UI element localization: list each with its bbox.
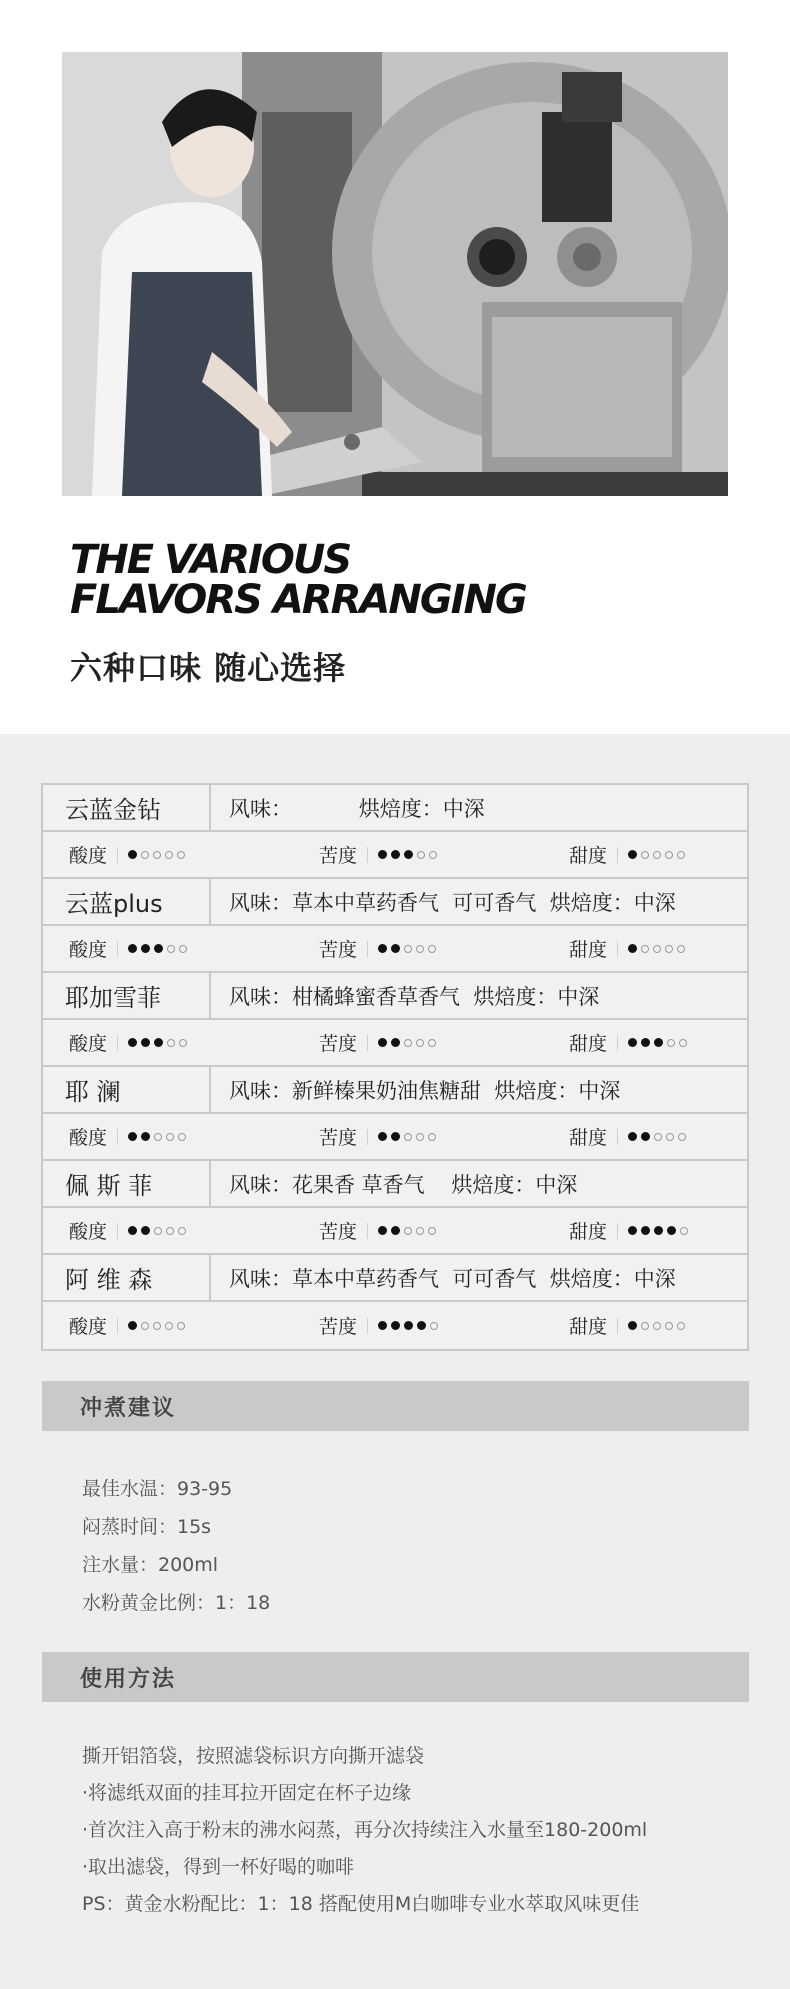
empty-dot-icon: [428, 945, 436, 953]
empty-dot-icon: [154, 1133, 162, 1141]
bitterness-rating: [319, 1302, 438, 1349]
taste-row: [43, 1302, 747, 1349]
empty-dot-icon: [416, 945, 424, 953]
filled-dot-icon: [141, 1132, 150, 1141]
empty-dot-icon: [665, 1322, 673, 1330]
taste-row: [43, 1020, 747, 1067]
empty-dot-icon: [404, 1133, 412, 1141]
empty-dot-icon: [641, 851, 649, 859]
filled-dot-icon: [141, 1038, 150, 1047]
empty-dot-icon: [665, 945, 673, 953]
empty-dot-icon: [416, 1039, 424, 1047]
divider: [117, 1129, 118, 1145]
empty-dot-icon: [167, 1039, 175, 1047]
filled-dot-icon: [667, 1226, 676, 1235]
filled-dot-icon: [628, 944, 637, 953]
filled-dot-icon: [128, 944, 137, 953]
divider: [367, 1223, 368, 1239]
filled-dot-icon: [654, 1226, 663, 1235]
empty-dot-icon: [653, 945, 661, 953]
usage-list: [82, 1738, 772, 1923]
filled-dot-icon: [628, 1132, 637, 1141]
rating-dots: [628, 1226, 688, 1235]
filled-dot-icon: [391, 850, 400, 859]
filled-dot-icon: [154, 944, 163, 953]
flavor-desc: 风味：柑橘蜂蜜香草香气 烘焙度：中深: [229, 984, 600, 1009]
empty-dot-icon: [678, 1133, 686, 1141]
acidity-label: 酸度: [69, 845, 108, 867]
flavor-name: 阿 维 森: [43, 1255, 211, 1300]
empty-dot-icon: [653, 1322, 661, 1330]
empty-dot-icon: [677, 1322, 685, 1330]
flavor-row: [43, 1255, 747, 1302]
filled-dot-icon: [628, 1038, 637, 1047]
filled-dot-icon: [141, 944, 150, 953]
empty-dot-icon: [141, 851, 149, 859]
sweetness-rating: [569, 926, 685, 971]
empty-dot-icon: [178, 1133, 186, 1141]
filled-dot-icon: [141, 1226, 150, 1235]
empty-dot-icon: [665, 851, 673, 859]
empty-dot-icon: [141, 1322, 149, 1330]
bitterness-label: 苦度: [319, 939, 358, 961]
filled-dot-icon: [654, 1038, 663, 1047]
rating-dots: [628, 1038, 687, 1047]
filled-dot-icon: [391, 944, 400, 953]
empty-dot-icon: [679, 1039, 687, 1047]
flavor-name: 耶加雪菲: [43, 973, 211, 1018]
divider: [367, 1129, 368, 1145]
acidity-rating: [69, 926, 187, 971]
empty-dot-icon: [667, 1039, 675, 1047]
filled-dot-icon: [641, 1226, 650, 1235]
headline-en: [70, 537, 710, 623]
filled-dot-icon: [391, 1038, 400, 1047]
divider: [367, 1035, 368, 1051]
text-line: ·将滤纸双面的挂耳拉开固定在杯子边缘: [82, 1782, 412, 1804]
rating-dots: [378, 1321, 438, 1330]
empty-dot-icon: [166, 1227, 174, 1235]
divider: [367, 847, 368, 863]
empty-dot-icon: [429, 851, 437, 859]
divider: [117, 1318, 118, 1334]
empty-dot-icon: [680, 1227, 688, 1235]
sweetness-rating: [569, 832, 685, 877]
filled-dot-icon: [391, 1226, 400, 1235]
empty-dot-icon: [165, 851, 173, 859]
empty-dot-icon: [166, 1133, 174, 1141]
empty-dot-icon: [416, 1133, 424, 1141]
usage-heading: 使用方法: [42, 1652, 749, 1702]
filled-dot-icon: [128, 1226, 137, 1235]
sweetness-label: 甜度: [569, 1316, 608, 1338]
divider: [617, 847, 618, 863]
brew-list: [82, 1470, 270, 1622]
filled-dot-icon: [641, 1038, 650, 1047]
bitterness-label: 苦度: [319, 1316, 358, 1338]
empty-dot-icon: [677, 945, 685, 953]
acidity-label: 酸度: [69, 1127, 108, 1149]
rating-dots: [378, 1038, 436, 1047]
sweetness-rating: [569, 1020, 687, 1065]
acidity-rating: [69, 1302, 185, 1349]
empty-dot-icon: [178, 1227, 186, 1235]
sweetness-rating: [569, 1302, 685, 1349]
divider: [617, 1035, 618, 1051]
empty-dot-icon: [153, 851, 161, 859]
flavor-table: [41, 783, 749, 1351]
empty-dot-icon: [666, 1133, 674, 1141]
rating-dots: [128, 1038, 187, 1047]
hero-photo: [62, 52, 728, 496]
headline-en-line1: THE VARIOUS: [70, 537, 351, 583]
text-line: ·取出滤袋，得到一杯好喝的咖啡: [82, 1856, 355, 1878]
empty-dot-icon: [404, 1039, 412, 1047]
flavor-name: 佩 斯 菲: [43, 1161, 211, 1206]
filled-dot-icon: [417, 1321, 426, 1330]
empty-dot-icon: [677, 851, 685, 859]
empty-dot-icon: [177, 851, 185, 859]
sweetness-rating: [569, 1208, 688, 1253]
rating-dots: [128, 944, 187, 953]
empty-dot-icon: [177, 1322, 185, 1330]
rating-dots: [628, 1321, 685, 1330]
bitterness-rating: [319, 1114, 436, 1159]
divider: [117, 1223, 118, 1239]
empty-dot-icon: [428, 1133, 436, 1141]
bitterness-rating: [319, 1208, 436, 1253]
empty-dot-icon: [154, 1227, 162, 1235]
taste-row: [43, 1208, 747, 1255]
empty-dot-icon: [641, 945, 649, 953]
acidity-rating: [69, 1020, 187, 1065]
filled-dot-icon: [378, 1321, 387, 1330]
acidity-label: 酸度: [69, 1316, 108, 1338]
text-line: 闷蒸时间：15s: [82, 1516, 212, 1538]
empty-dot-icon: [417, 851, 425, 859]
acidity-label: 酸度: [69, 939, 108, 961]
text-line: 撕开铝箔袋，按照滤袋标识方向撕开滤袋: [82, 1745, 425, 1767]
empty-dot-icon: [428, 1227, 436, 1235]
flavor-desc: 风味：新鲜榛果奶油焦糖甜 烘焙度：中深: [229, 1078, 621, 1103]
flavor-desc: 风味： 烘焙度：中深: [229, 796, 485, 821]
empty-dot-icon: [404, 1227, 412, 1235]
flavor-name: 耶 澜: [43, 1067, 211, 1112]
empty-dot-icon: [653, 851, 661, 859]
taste-row: [43, 1114, 747, 1161]
rating-dots: [128, 1321, 185, 1330]
text-line: 水粉黄金比例：1：18: [82, 1592, 271, 1614]
flavor-row: [43, 1067, 747, 1114]
text-line: 最佳水温：93-95: [82, 1478, 233, 1500]
filled-dot-icon: [628, 1321, 637, 1330]
acidity-rating: [69, 1208, 186, 1253]
divider: [117, 1035, 118, 1051]
rating-dots: [378, 850, 437, 859]
filled-dot-icon: [128, 850, 137, 859]
bitterness-label: 苦度: [319, 1127, 358, 1149]
bitterness-rating: [319, 926, 436, 971]
rating-dots: [378, 1226, 436, 1235]
flavor-name: 云蓝plus: [43, 879, 211, 924]
acidity-rating: [69, 1114, 186, 1159]
rating-dots: [378, 1132, 436, 1141]
rating-dots: [628, 944, 685, 953]
rating-dots: [128, 1226, 186, 1235]
acidity-rating: [69, 832, 185, 877]
empty-dot-icon: [404, 945, 412, 953]
bitterness-rating: [319, 832, 437, 877]
rating-dots: [128, 1132, 186, 1141]
flavor-desc: 风味：草本中草药香气 可可香气 烘焙度：中深: [229, 890, 676, 915]
rating-dots: [378, 944, 436, 953]
empty-dot-icon: [641, 1322, 649, 1330]
sweetness-rating: [569, 1114, 686, 1159]
divider: [617, 1318, 618, 1334]
bitterness-label: 苦度: [319, 1221, 358, 1243]
roaster-illustration: [62, 52, 728, 496]
rating-dots: [628, 1132, 686, 1141]
divider: [617, 1129, 618, 1145]
filled-dot-icon: [404, 1321, 413, 1330]
sweetness-label: 甜度: [569, 1221, 608, 1243]
sweetness-label: 甜度: [569, 939, 608, 961]
flavor-row: [43, 973, 747, 1020]
filled-dot-icon: [628, 1226, 637, 1235]
filled-dot-icon: [404, 850, 413, 859]
acidity-label: 酸度: [69, 1033, 108, 1055]
empty-dot-icon: [654, 1133, 662, 1141]
flavor-row: [43, 785, 747, 832]
taste-row: [43, 832, 747, 879]
filled-dot-icon: [641, 1132, 650, 1141]
filled-dot-icon: [128, 1132, 137, 1141]
filled-dot-icon: [128, 1038, 137, 1047]
rating-dots: [128, 850, 185, 859]
filled-dot-icon: [128, 1321, 137, 1330]
rating-dots: [628, 850, 685, 859]
empty-dot-icon: [179, 1039, 187, 1047]
headline-en-line2: FLAVORS ARRANGING: [70, 577, 526, 623]
sweetness-label: 甜度: [569, 1033, 608, 1055]
filled-dot-icon: [391, 1321, 400, 1330]
empty-dot-icon: [179, 945, 187, 953]
divider: [617, 1223, 618, 1239]
taste-row: [43, 926, 747, 973]
flavor-row: [43, 879, 747, 926]
filled-dot-icon: [378, 850, 387, 859]
empty-dot-icon: [416, 1227, 424, 1235]
bitterness-rating: [319, 1020, 436, 1065]
filled-dot-icon: [378, 1132, 387, 1141]
filled-dot-icon: [628, 850, 637, 859]
sweetness-label: 甜度: [569, 1127, 608, 1149]
divider: [367, 1318, 368, 1334]
divider: [617, 941, 618, 957]
brew-heading: 冲煮建议: [42, 1381, 749, 1431]
empty-dot-icon: [165, 1322, 173, 1330]
filled-dot-icon: [378, 1226, 387, 1235]
divider: [117, 847, 118, 863]
flavor-desc: 风味：花果香 草香气 烘焙度：中深: [229, 1172, 578, 1197]
divider: [367, 941, 368, 957]
filled-dot-icon: [378, 1038, 387, 1047]
text-line: PS：黄金水粉配比：1：18 搭配使用M白咖啡专业水萃取风味更佳: [82, 1893, 640, 1915]
empty-dot-icon: [167, 945, 175, 953]
acidity-label: 酸度: [69, 1221, 108, 1243]
text-line: 注水量：200ml: [82, 1554, 219, 1576]
sweetness-label: 甜度: [569, 845, 608, 867]
text-line: ·首次注入高于粉末的沸水闷蒸，再分次持续注入水量至180-200ml: [82, 1819, 648, 1841]
flavor-row: [43, 1161, 747, 1208]
empty-dot-icon: [153, 1322, 161, 1330]
filled-dot-icon: [391, 1132, 400, 1141]
filled-dot-icon: [154, 1038, 163, 1047]
bitterness-label: 苦度: [319, 845, 358, 867]
flavor-desc: 风味：草本中草药香气 可可香气 烘焙度：中深: [229, 1266, 676, 1291]
divider: [117, 941, 118, 957]
headline-cn: 六种口味 随心选择: [70, 649, 347, 687]
empty-dot-icon: [428, 1039, 436, 1047]
bitterness-label: 苦度: [319, 1033, 358, 1055]
filled-dot-icon: [378, 944, 387, 953]
flavor-name: 云蓝金钻: [43, 785, 211, 830]
empty-dot-icon: [430, 1322, 438, 1330]
